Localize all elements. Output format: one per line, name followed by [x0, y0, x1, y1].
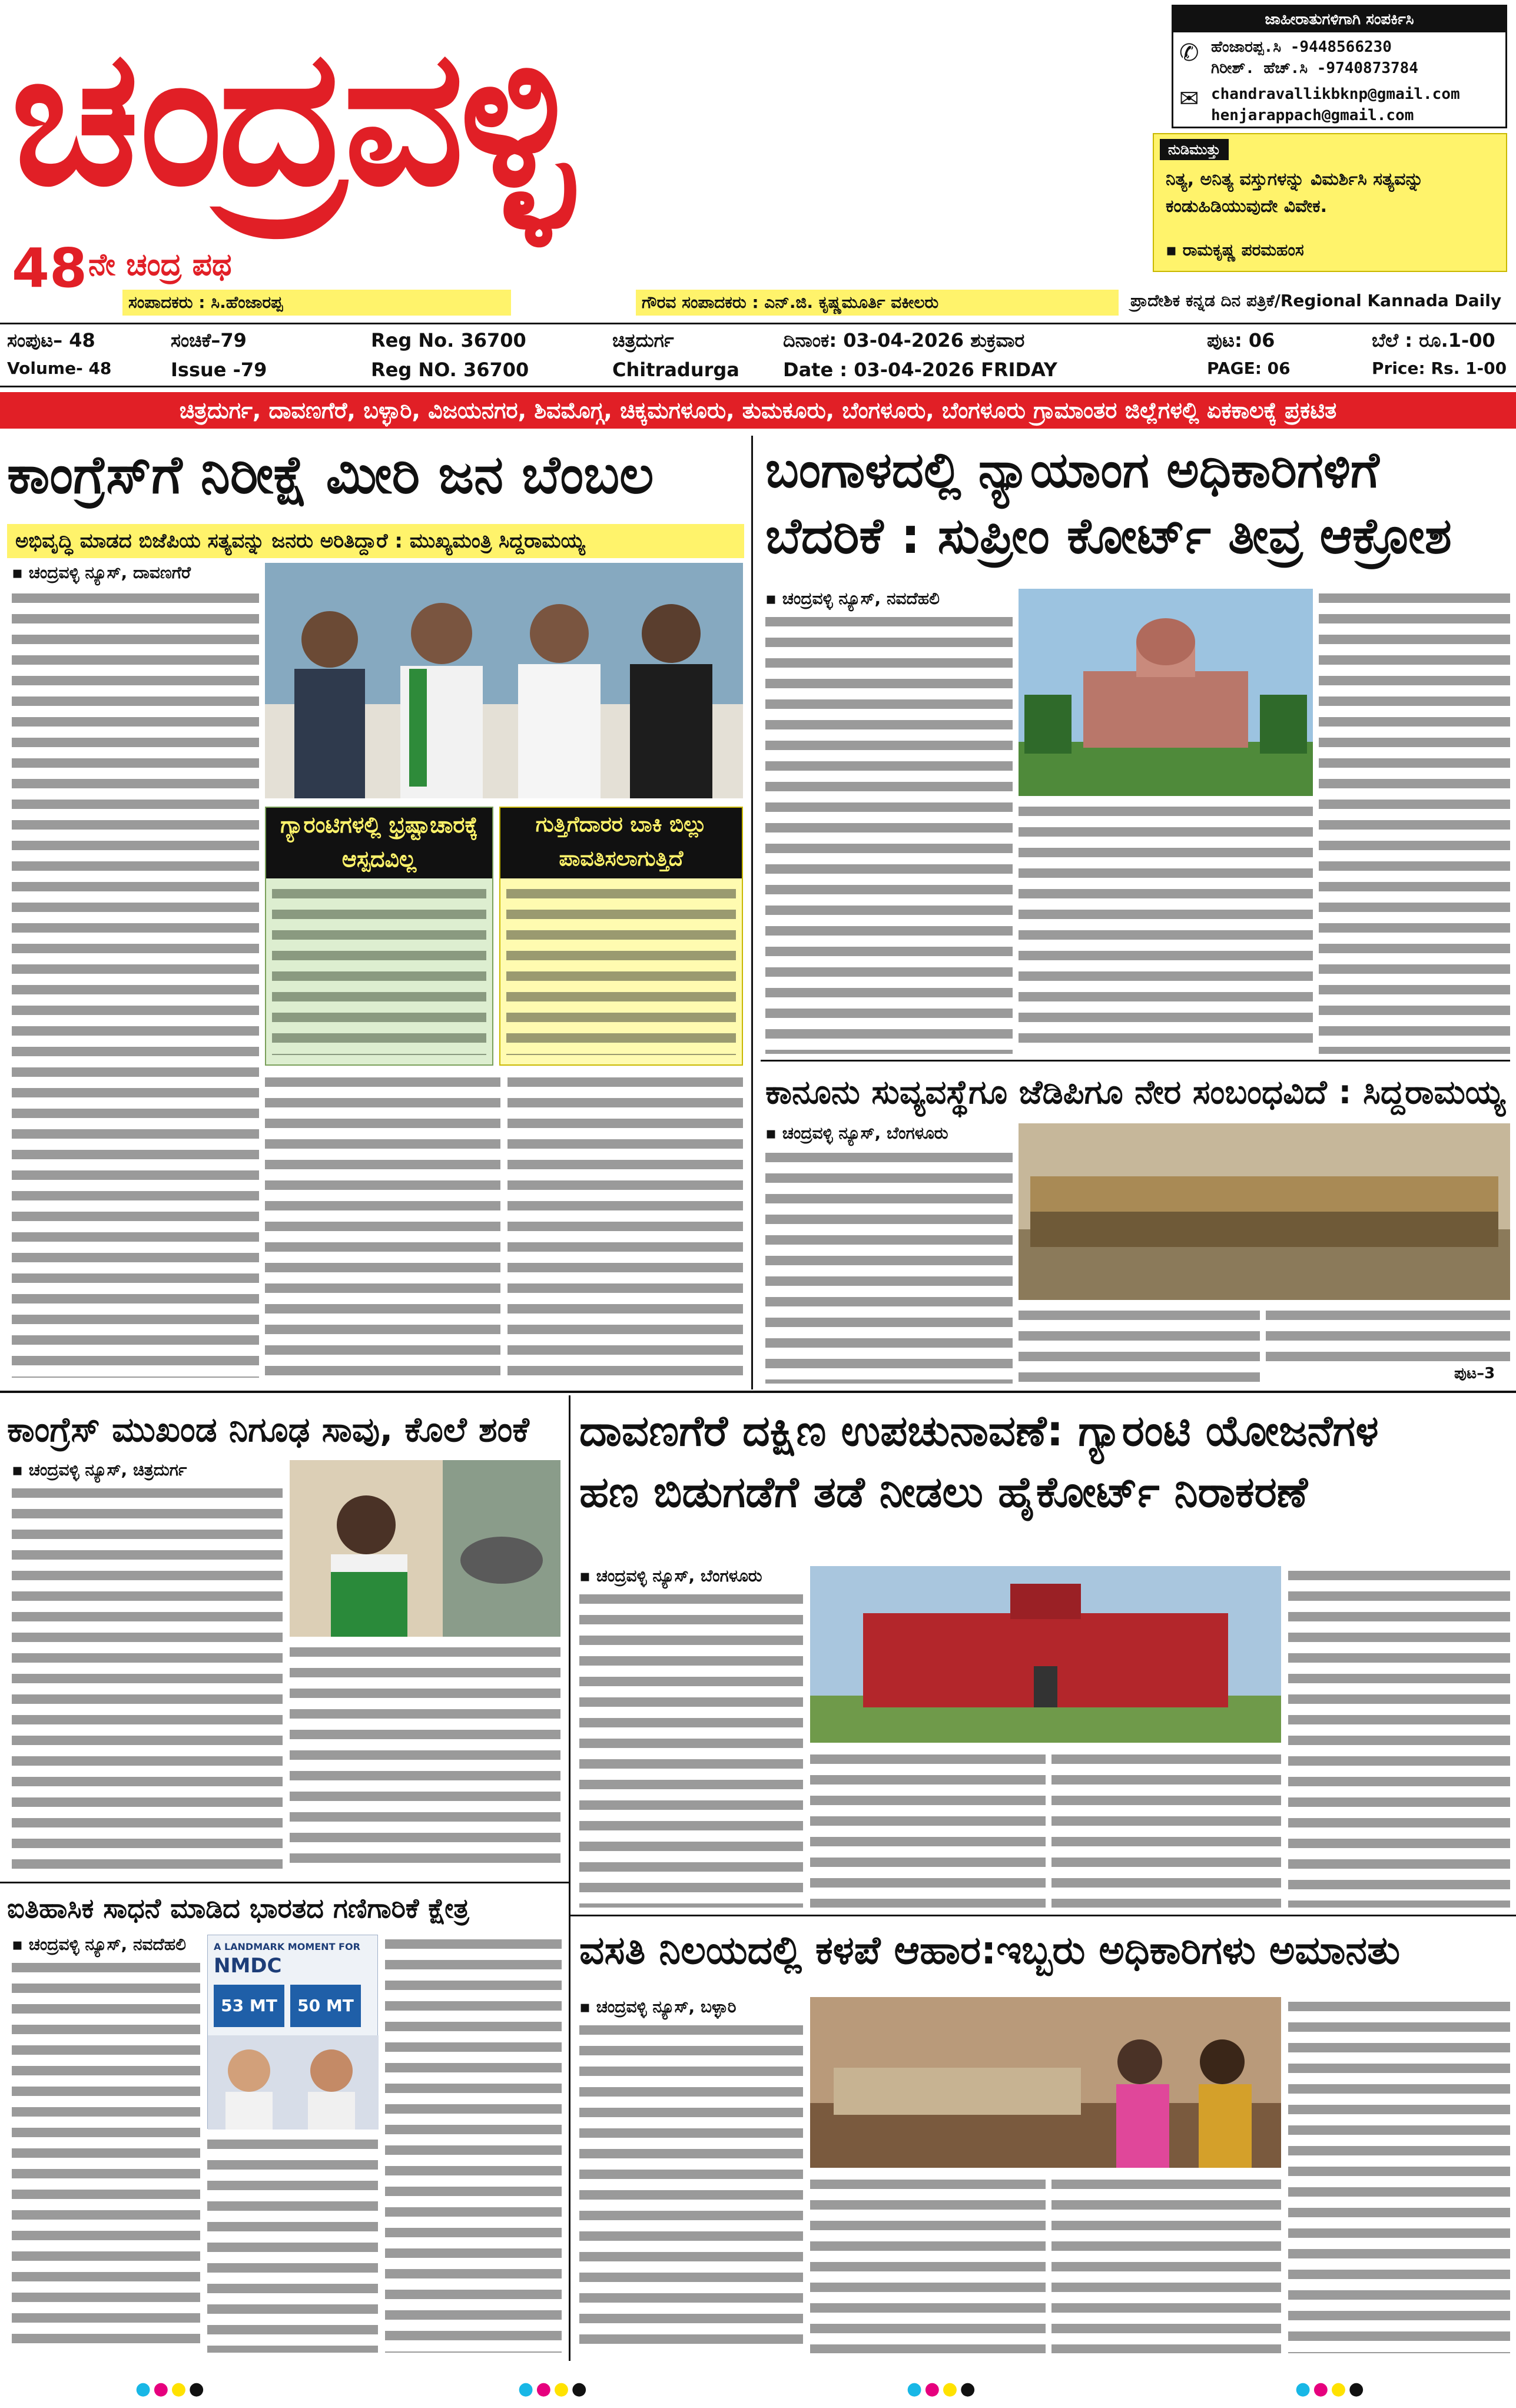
quote-box — [1153, 133, 1507, 272]
congress-rally-photo — [265, 563, 743, 798]
registration-marks-2: ●●●● — [518, 2379, 589, 2399]
ad-email-1: chandravallikbknp@gmail.com — [1211, 85, 1460, 103]
registration-marks-1: ●●●● — [135, 2379, 207, 2399]
nmdc-ad-portraits — [208, 2035, 379, 2130]
hostel-dining-photo — [810, 1997, 1281, 2168]
section-rule-2 — [0, 1391, 1516, 1393]
nmdc-ad-title-2: NMDC — [214, 1954, 282, 1978]
police-group-photo — [1019, 1123, 1510, 1300]
section-rule-4 — [569, 1915, 1516, 1916]
congress-headline: ಕಾಂಗ್ರೆಸ್‌ಗೆ ನಿರೀಕ್ಷೆ ಮೀರಿ ಜನ ಬೆಂಬಲ — [7, 444, 654, 506]
guarantee-box — [265, 807, 493, 1066]
issue-kn: ಸಂಚಿಕೆ–79 — [171, 329, 247, 351]
page-kn: ಪುಟ: 06 — [1207, 329, 1275, 351]
law-continued: ಪುಟ–3 — [1454, 1365, 1495, 1382]
law-byline: ▪ ಚಂದ್ರವಳ್ಳಿ ನ್ಯೂಸ್, ಬೆಂಗಳೂರು — [765, 1123, 948, 1143]
contractor-box-head: ಗುತ್ತಿಗೆದಾರರ ಬಾಕಿ ಬಿಲ್ಲು ಪಾವತಿಸಲಾಗುತ್ತಿದೆ — [500, 808, 742, 878]
hostel-body-col-2 — [810, 2175, 1046, 2353]
rally-photo-art — [265, 563, 743, 798]
bengal-headline-2: ಬೆದರಿಕೆ : ಸುಪ್ರೀಂ ಕೋರ್ಟ್ ತೀವ್ರ ಆಕ್ರೋಶ — [765, 507, 1452, 565]
ad-contact-header: ಜಾಹೀರಾತುಗಳಿಗಾಗಿ ಸಂಪರ್ಕಿಸಿ — [1173, 6, 1505, 32]
mining-body-col-2 — [207, 2135, 378, 2353]
congress-subhead: ಅಭಿವೃದ್ಧಿ ಮಾಡದ ಬಿಜೆಪಿಯ ಸತ್ಯವನ್ನು ಜನರು ಅರಿತಿದ್ದಾರೆ : ಮುಖ್ಯಮಂತ್ರಿ ಸಿದ್ದರಾಮಯ್ಯ — [7, 524, 744, 558]
mining-byline: ▪ ಚಂದ್ರವಳ್ಳಿ ನ್ಯೂಸ್, ನವದೆಹಲಿ — [12, 1935, 186, 1954]
reg-number-1: Reg No. 36700 — [371, 329, 526, 351]
masthead-title: ಚಂದ್ರವಳ್ಳಿ — [11, 8, 570, 227]
contractor-box-body — [506, 884, 736, 1055]
hostel-headline: ವಸತಿ ನಿಲಯದಲ್ಲಿ ಕಳಪೆ ಆಹಾರ:ಇಬ್ಬರು ಅಧಿಕಾರಿಗಳು ಅಮಾನತು — [579, 1928, 1401, 1973]
registration-marks-3: ●●●● — [907, 2379, 978, 2399]
nmdc-ad-title-1: A LANDMARK MOMENT FOR — [214, 1941, 360, 1952]
bypoll-body-col-2 — [810, 1750, 1046, 1908]
regions-band: ಚಿತ್ರದುರ್ಗ, ದಾವಣಗೆರೆ, ಬಳ್ಳಾರಿ, ವಿಜಯನಗರ, ಶಿವಮೊಗ್ಗ, ಚಿಕ್ಕಮಗಳೂರು, ತುಮಕೂರು, ಬೆಂಗಳೂರು, ಬೆಂಗಳೂರು ಗ್ರಾಮಾಂತರ ಜಿಲ್ಲೆಗಳಲ್ಲಿ ಏಕಕಾಲಕ್ಕೆ ಪ್ರಕಟಿತ — [0, 392, 1516, 429]
hostel-photo-art — [810, 1997, 1281, 2168]
ad-email-2: henjarappach@gmail.com — [1211, 107, 1414, 124]
bengal-body-col-3 — [1319, 589, 1510, 1054]
column-divider-2 — [569, 1395, 570, 2361]
supreme-court-photo — [1019, 589, 1313, 796]
ad-phone-2: ಗಿರೀಶ್. ಹೆಚ್.ಸಿ -9740873784 — [1211, 59, 1418, 77]
volume-en: Volume- 48 — [7, 359, 112, 378]
column-divider — [751, 436, 753, 1389]
mining-body-col-3 — [385, 1935, 562, 2353]
bypoll-headline-1: ದಾವಣಗೆರೆ ದಕ್ಷಿಣ ಉಪಚುನಾವಣೆ: ಗ್ಯಾರಂಟಿ ಯೋಜನೆಗಳ — [579, 1406, 1379, 1455]
mining-headline: ಐತಿಹಾಸಿಕ ಸಾಧನೆ ಮಾಡಿದ ಭಾರತದ ಗಣಿಗಾರಿಕೆ ಕ್ಷೇತ್ರ — [7, 1892, 469, 1924]
mining-body-col-1 — [12, 1958, 200, 2353]
issue-en: Issue -79 — [171, 359, 267, 381]
regional-daily-label: ಪ್ರಾದೇಶಿಕ ಕನ್ನಡ ದಿನ ಪತ್ರಿಕೆ/Regional Kannada Daily — [1130, 291, 1502, 310]
guarantee-box-head: ಗ್ಯಾರಂಟಿಗಳಲ್ಲಿ ಭ್ರಷ್ಟಾಚಾರಕ್ಕೆ ಆಸ್ಪದವಿಲ್ಲ — [266, 808, 492, 878]
contractor-box — [499, 807, 743, 1066]
bypoll-body-col-3 — [1051, 1750, 1281, 1908]
whatsapp-icon: ✆ — [1179, 39, 1199, 67]
law-body-col-2 — [1019, 1306, 1260, 1384]
reg-number-2: Reg NO. 36700 — [371, 359, 529, 381]
info-bar — [0, 323, 1516, 387]
quote-source: ▪ ರಾಮಕೃಷ್ಣ ಪರಮಹಂಸ — [1166, 240, 1304, 260]
bengal-body-col-2 — [1019, 802, 1313, 1054]
ad-phone-1: ಹೆಂಜಾರಪ್ಪ.ಸಿ -9448566230 — [1211, 38, 1392, 56]
congress-body-col-2 — [265, 1073, 500, 1379]
city-en: Chitradurga — [612, 359, 739, 381]
hon-editor-strip: ಗೌರವ ಸಂಪಾದಕರು : ಎನ್.ಜಿ. ಕೃಷ್ಣಮೂರ್ತಿ ವಕೀಲರು — [636, 290, 1119, 316]
nmdc-stat-1: 53 MT — [214, 1985, 284, 2027]
editor-strip: ಸಂಪಾದಕರು : ಸಿ.ಹೆಂಜಾರಪ್ಪ — [122, 290, 511, 316]
death-body-col-1 — [12, 1484, 283, 1872]
section-rule-3 — [0, 1882, 569, 1883]
bypoll-body-col-4 — [1288, 1566, 1510, 1908]
nmdc-ad — [207, 1935, 378, 2129]
guarantee-box-body — [272, 884, 486, 1055]
death-body-col-2 — [290, 1643, 560, 1872]
high-court-art — [810, 1566, 1281, 1743]
hostel-body-col-3 — [1051, 2175, 1281, 2353]
city-kn: ಚಿತ್ರದುರ್ಗ — [612, 329, 674, 351]
anniversary-text: ನೇ ಚಂದ್ರ ಪಥ — [88, 247, 232, 283]
congress-body-col-1 — [12, 589, 259, 1378]
police-photo-art — [1019, 1123, 1510, 1300]
ad-contact-box — [1172, 5, 1507, 128]
quote-tag: ನುಡಿಮುತ್ತು — [1160, 139, 1229, 160]
anniversary-number: 48 — [12, 237, 88, 300]
victim-photo-art — [290, 1460, 560, 1637]
bypoll-body-col-1 — [579, 1590, 803, 1908]
death-headline: ಕಾಂಗ್ರೆಸ್ ಮುಖಂಡ ನಿಗೂಢ ಸಾವು, ಕೊಲೆ ಶಂಕೆ — [7, 1409, 529, 1450]
hostel-byline: ▪ ಚಂದ್ರವಳ್ಳಿ ನ್ಯೂಸ್, ಬಳ್ಳಾರಿ — [579, 1997, 737, 2016]
page-en: PAGE: 06 — [1207, 359, 1291, 378]
bengal-byline: ▪ ಚಂದ್ರವಳ್ಳಿ ನ್ಯೂಸ್, ನವದೆಹಲಿ — [765, 589, 940, 608]
congress-body-col-3 — [507, 1073, 743, 1379]
law-body-col-1 — [765, 1148, 1013, 1384]
date-en: Date : 03-04-2026 FRIDAY — [783, 359, 1057, 381]
quote-text: ನಿತ್ಯ, ಅನಿತ್ಯ ವಸ್ತುಗಳನ್ನು ವಿಮರ್ಶಿಸಿ ಸತ್ಯವನ್ನು ಕಂಡುಹಿಡಿಯುವುದೇ ವಿವೇಕ. — [1166, 169, 1424, 217]
bypoll-headline-2: ಹಣ ಬಿಡುಗಡೆಗೆ ತಡೆ ನೀಡಲು ಹೈಕೋರ್ಟ್ ನಿರಾಕರಣೆ — [579, 1467, 1308, 1517]
bengal-body-col-1 — [765, 612, 1013, 1054]
bengal-headline-1: ಬಂಗಾಳದಲ್ಲಿ ನ್ಯಾಯಾಂಗ ಅಧಿಕಾರಿಗಳಿಗೆ — [765, 441, 1379, 499]
hostel-body-col-4 — [1288, 1997, 1510, 2353]
death-victim-photo — [290, 1460, 560, 1637]
death-byline: ▪ ಚಂದ್ರವಳ್ಳಿ ನ್ಯೂಸ್, ಚಿತ್ರದುರ್ಗ — [12, 1460, 187, 1480]
law-body-col-3 — [1266, 1306, 1510, 1365]
price-en: Price: Rs. 1-00 — [1372, 359, 1507, 378]
date-kn: ದಿನಾಂಕ: 03-04-2026 ಶುಕ್ರವಾರ — [783, 329, 1025, 351]
law-headline: ಕಾನೂನು ಸುವ್ಯವಸ್ಥೆಗೂ ಜೆಡಿಪಿಗೂ ನೇರ ಸಂಬಂಧವಿದೆ : ಸಿದ್ದರಾಮಯ್ಯ — [765, 1073, 1505, 1112]
hostel-body-col-1 — [579, 2021, 803, 2353]
supreme-court-art — [1019, 589, 1313, 796]
high-court-photo — [810, 1566, 1281, 1743]
bypoll-byline: ▪ ಚಂದ್ರವಳ್ಳಿ ನ್ಯೂಸ್, ಬೆಂಗಳೂರು — [579, 1566, 762, 1586]
registration-marks-4: ●●●● — [1295, 2379, 1366, 2399]
email-icon: ✉ — [1179, 85, 1199, 112]
price-kn: ಬೆಲೆ : ರೂ.1-00 — [1372, 329, 1495, 351]
section-rule-1 — [761, 1060, 1510, 1062]
volume-kn: ಸಂಪುಟ– 48 — [7, 329, 95, 351]
nmdc-stat-2: 50 MT — [290, 1985, 361, 2027]
congress-byline: ▪ ಚಂದ್ರವಳ್ಳಿ ನ್ಯೂಸ್, ದಾವಣಗೆರೆ — [12, 563, 191, 582]
